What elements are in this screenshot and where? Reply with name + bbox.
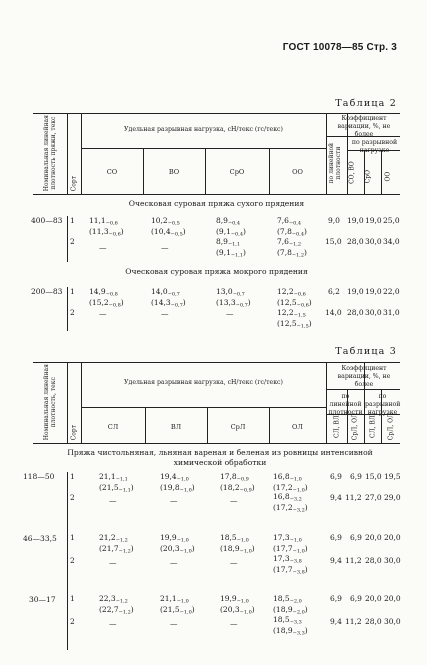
- t2-col-oo: ОО: [292, 168, 303, 176]
- t2-nominal-header: Номинальная линейная плотность пряжи, текс: [42, 115, 57, 192]
- sl-value: $21,1_{-1,1}$ $(21,5_{-1,1})$: [99, 472, 134, 493]
- coef-4: 20,0: [384, 533, 401, 542]
- t3-coef-col-2: СрЛ, ОЛ: [351, 413, 359, 441]
- crl-value: —: [230, 619, 238, 628]
- ol-value: $18,5_{-2,0}$ $(18,9_{-2,0})$: [273, 594, 308, 615]
- coef-2: 6,9: [350, 533, 362, 542]
- t3-coef-col-4: СрЛ, ОЛ: [387, 413, 395, 441]
- sl-value: —: [109, 558, 117, 567]
- coef-3: 15,0: [365, 472, 382, 481]
- coef-3: 28,0: [365, 556, 382, 565]
- coef-oo: 22,0: [383, 287, 400, 296]
- t3-col-ol: ОЛ: [292, 423, 303, 431]
- coef-4: 20,0: [384, 594, 401, 603]
- grade-value: 1: [70, 287, 75, 296]
- page-header: ГОСТ 10078—85 Стр. 3: [282, 42, 397, 53]
- crl-value: —: [230, 496, 238, 505]
- grade-value: 1: [70, 472, 75, 481]
- coef-cro: 30,0: [365, 308, 382, 317]
- grade-value: 2: [70, 556, 75, 565]
- t2-col-cro-coef: СрО: [364, 169, 372, 184]
- t3-load-header: Удельная разрывная нагрузка, сН/текс (гс/текс): [124, 379, 283, 386]
- coef-oo: 34,0: [383, 237, 400, 246]
- t2-row-400-83: [33, 216, 400, 262]
- t3-coef-header: Коэффициент вариации, %, не более: [337, 365, 391, 388]
- coef-4: 19,5: [384, 472, 401, 481]
- table2-caption: Таблица 2: [335, 98, 397, 109]
- t3-coef-col-1: СЛ, ВЛ: [333, 415, 341, 439]
- coef-cro: 19,0: [365, 287, 382, 296]
- grade-value: 1: [70, 594, 75, 603]
- t2-section-title-dry: Оческовая суровая пряжа сухого прядения: [128, 199, 305, 208]
- t2-grade-header: Сорт: [70, 175, 78, 192]
- t3-col-vl: ВЛ: [170, 423, 182, 431]
- oo-value: $12,2_{-0,6}$ $(12,5_{-0,6})$ $12,2_{-1,5}$ $(12,5_{-1,5})$: [277, 287, 312, 329]
- density-value: 30—17: [29, 595, 56, 604]
- coef-1: 9,4: [330, 493, 342, 502]
- co-value: —: [99, 243, 107, 252]
- ol-value: $17,3_{-1,0}$ $(17,7_{-1,0})$: [273, 533, 308, 554]
- vo-value: —: [161, 309, 169, 318]
- coef-1: 6,9: [330, 472, 342, 481]
- co-value: $14,9_{-0,8}$ $(15,2_{-0,8})$: [89, 287, 124, 308]
- vl-value: —: [170, 558, 178, 567]
- grade-value: 2: [70, 237, 75, 246]
- sl-value: $21,2_{-1,2}$ $(21,7_{-1,2})$: [99, 533, 134, 554]
- density-value: 400—83: [31, 216, 63, 225]
- t3-coef-col-3: СЛ, ВЛ: [369, 415, 377, 439]
- coef-cro: 19,0: [365, 216, 382, 225]
- cro-value: —: [226, 309, 234, 318]
- cro-value: $13,0_{-0,7}$ $(13,3_{-0,7})$: [216, 287, 251, 308]
- coef-2: 11,2: [345, 493, 362, 502]
- t3-col-crl: СрЛ: [230, 423, 246, 431]
- t2-load-header: Удельная разрывная нагрузка, сН/текс (гс/текс): [124, 126, 283, 133]
- coef-oo: 31,0: [383, 308, 400, 317]
- t3-by-density-header: по линейной плотности: [328, 393, 363, 416]
- coef-1: 6,9: [330, 594, 342, 603]
- t2-col-co-vo: СО, ВО: [348, 161, 356, 184]
- coef-co-vo: 28,0: [347, 308, 364, 317]
- density-value: 46—33,5: [23, 534, 57, 543]
- t3-section-title: Пряжа чистольняная, льняная вареная и беленая из ровницы интенсивной химической обработки: [67, 448, 373, 468]
- table3-header: [33, 362, 400, 444]
- coef-density: 6,2: [328, 287, 340, 296]
- coef-4: 29,0: [384, 493, 401, 502]
- coef-2: 11,2: [345, 556, 362, 565]
- t2-by-density-header: по линейной плотности: [327, 142, 342, 184]
- coef-1: 9,4: [330, 617, 342, 626]
- grade-value: 1: [70, 216, 75, 225]
- t2-col-oo-coef: ОО: [384, 171, 392, 182]
- coef-density: 15,0: [325, 237, 342, 246]
- vo-value: $10,2_{-0,5}$ $(10,4_{-0,5})$: [151, 216, 186, 237]
- grade-value: 1: [70, 533, 75, 542]
- coef-2: 6,9: [350, 472, 362, 481]
- vl-value: —: [170, 619, 178, 628]
- coef-oo: 25,0: [383, 216, 400, 225]
- crl-value: $17,8_{-0,9}$ $(18,2_{-0,9})$: [220, 472, 255, 493]
- coef-co-vo: 19,0: [347, 287, 364, 296]
- coef-3: 20,0: [365, 533, 382, 542]
- t3-grade-header: Сорт: [70, 424, 78, 441]
- coef-1: 6,9: [330, 533, 342, 542]
- vl-value: —: [170, 496, 178, 505]
- t2-col-co: СО: [106, 168, 118, 176]
- table3-caption: Таблица 3: [335, 346, 397, 357]
- vl-value: $19,4_{-1,0}$ $(19,8_{-1,0})$: [160, 472, 195, 493]
- t3-col-sl: СЛ: [107, 423, 119, 431]
- coef-2: 6,9: [350, 594, 362, 603]
- sl-value: $22,3_{-1,2}$ $(22,7_{-1,2})$: [99, 594, 134, 615]
- coef-4: 30,0: [384, 556, 401, 565]
- coef-density: 14,0: [325, 308, 342, 317]
- coef-cro: 30,0: [365, 237, 382, 246]
- t2-row-200-83: [33, 287, 400, 333]
- ol-value: $16,8_{-3,2}$ $(17,2_{-3,2})$: [273, 492, 308, 513]
- density-value: 118—50: [23, 472, 55, 481]
- co-value: $11,1_{-0,6}$ $(11,3_{-0,6})$: [89, 216, 124, 237]
- t2-section-title-wet: Оческовая суровая пряжа мокрого прядения: [125, 267, 308, 276]
- coef-4: 30,0: [384, 617, 401, 626]
- density-value: 200—83: [31, 287, 63, 296]
- crl-value: $18,5_{-1,0}$ $(18,9_{-1,0})$: [220, 533, 255, 554]
- ol-value: $18,5_{-3,3}$ $(18,9_{-3,3})$: [273, 615, 308, 636]
- oo-value: $7,6_{-0,4}$ $(7,8_{-0,4})$ $7,6_{-1,2}$ $(7,8_{-1,2})$: [277, 216, 307, 258]
- t3-rows: [23, 472, 401, 652]
- vl-value: $21,1_{-1,0}$ $(21,5_{-1,0})$: [160, 594, 195, 615]
- table2-header: [33, 113, 400, 195]
- grade-value: 2: [70, 308, 75, 317]
- t3-nominal-header: Номинальная линейная плотность, текс: [42, 364, 57, 441]
- ol-value: $16,8_{-1,0}$ $(17,2_{-1,0})$: [273, 472, 308, 493]
- t2-by-load-header: по разрывной нагрузке: [351, 139, 398, 154]
- coef-3: 27,0: [365, 493, 382, 502]
- coef-2: 11,2: [345, 617, 362, 626]
- t2-col-vo: ВО: [168, 168, 180, 176]
- cro-value: $8,9_{-0,4}$ $(9,1_{-0,4})$ $8,9_{-1,1}$ $(9,1_{-1,1})$: [216, 216, 246, 258]
- grade-value: 2: [70, 493, 75, 502]
- t2-coef-header: Коэффициент вариации, %, не более: [337, 115, 391, 138]
- t2-col-cro: СрО: [229, 168, 245, 176]
- coef-co-vo: 28,0: [347, 237, 364, 246]
- coef-1: 9,4: [330, 556, 342, 565]
- coef-3: 28,0: [365, 617, 382, 626]
- ol-value: $17,3_{-3,8}$ $(17,7_{-3,8})$: [273, 554, 308, 575]
- grade-value: 2: [70, 617, 75, 626]
- vo-value: $14,0_{-0,7}$ $(14,3_{-0,7})$: [151, 287, 186, 308]
- vo-value: —: [161, 243, 169, 252]
- coef-co-vo: 19,0: [347, 216, 364, 225]
- sl-value: —: [109, 619, 117, 628]
- vl-value: $19,9_{-1,0}$ $(20,3_{-1,0})$: [160, 533, 195, 554]
- crl-value: —: [230, 558, 238, 567]
- coef-3: 20,0: [365, 594, 382, 603]
- crl-value: $19,9_{-1,0}$ $(20,3_{-1,0})$: [220, 594, 255, 615]
- coef-density: 9,0: [328, 216, 340, 225]
- co-value: —: [99, 309, 107, 318]
- sl-value: —: [109, 496, 117, 505]
- t3-by-load-header: по разрывной нагрузке: [365, 393, 401, 416]
